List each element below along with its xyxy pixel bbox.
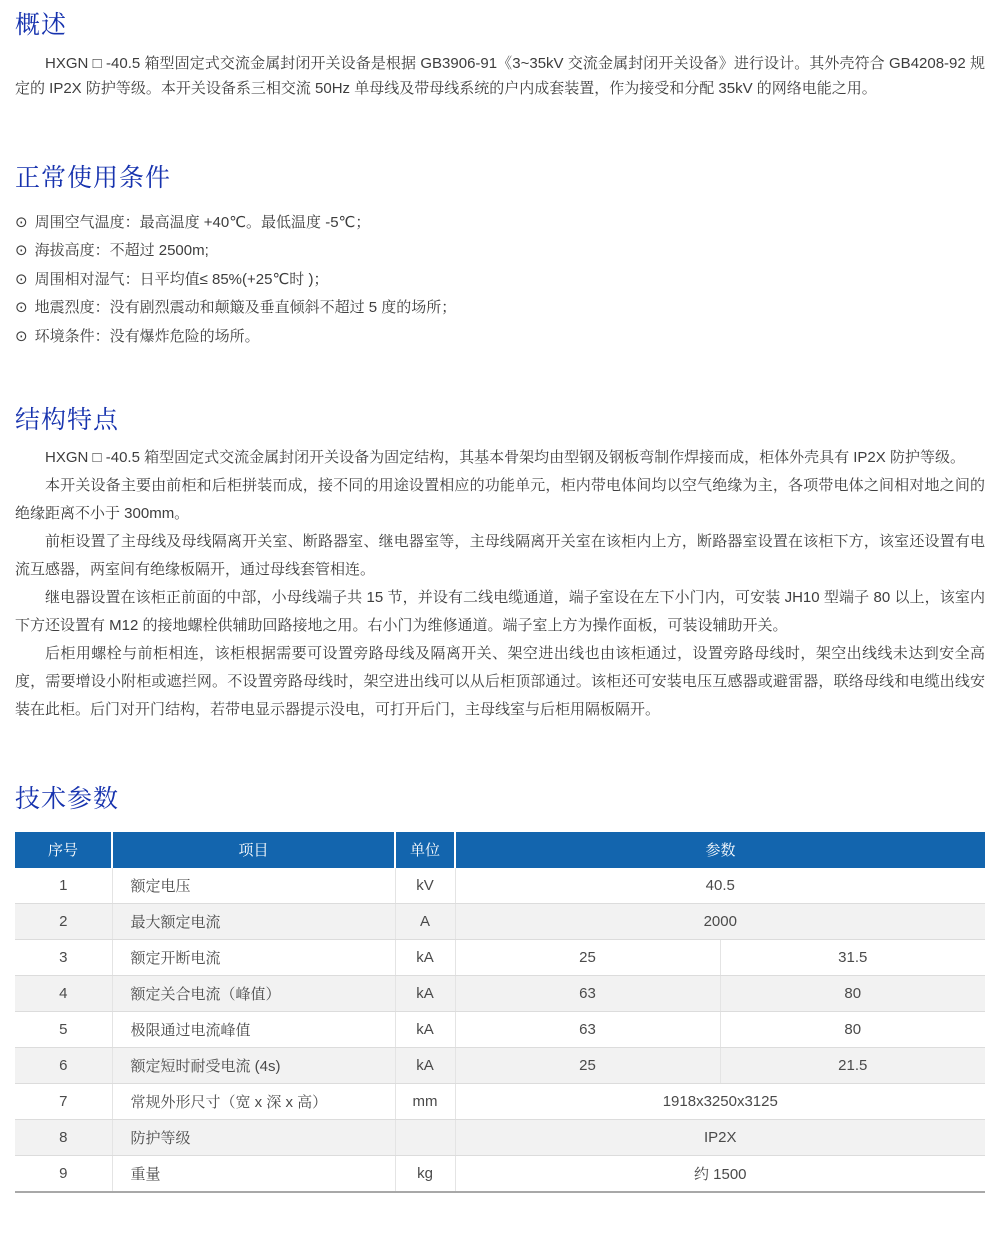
cell-no: 8 bbox=[15, 1120, 112, 1156]
column-header-no: 序号 bbox=[15, 832, 112, 868]
table-row bbox=[15, 1012, 985, 1048]
condition-item-text: 周围空气温度：最高温度 +40℃。最低温度 -5℃； bbox=[34, 213, 371, 231]
section-tech bbox=[15, 784, 985, 1192]
table-row bbox=[15, 976, 985, 1012]
cell-item: 防护等级 bbox=[112, 1120, 395, 1156]
circled-dot-bullet-icon: ⊙ bbox=[15, 299, 28, 316]
table-row bbox=[15, 940, 985, 976]
conditions-list bbox=[15, 209, 985, 352]
section-title-overview: 概述 bbox=[15, 11, 68, 39]
cell-param: IP2X bbox=[455, 1120, 985, 1156]
cell-no: 2 bbox=[15, 904, 112, 940]
cell-param: 1918x3250x3125 bbox=[455, 1084, 985, 1120]
condition-item bbox=[15, 237, 985, 266]
condition-item bbox=[15, 266, 985, 295]
cell-item: 最大额定电流 bbox=[112, 904, 395, 940]
cell-no: 1 bbox=[15, 868, 112, 904]
table-row bbox=[15, 868, 985, 904]
section-overview bbox=[15, 10, 985, 101]
cell-param-b: 31.5 bbox=[720, 940, 985, 976]
structure-paragraphs bbox=[15, 444, 985, 724]
section-conditions bbox=[15, 163, 985, 351]
cell-item: 额定开断电流 bbox=[112, 940, 395, 976]
cell-param-a: 25 bbox=[455, 1048, 720, 1084]
cell-param-a: 25 bbox=[455, 940, 720, 976]
cell-no: 5 bbox=[15, 1012, 112, 1048]
cell-unit: kA bbox=[395, 976, 455, 1012]
cell-no: 6 bbox=[15, 1048, 112, 1084]
overview-paragraphs bbox=[15, 51, 985, 101]
column-header-item: 项目 bbox=[112, 832, 395, 868]
condition-item-text: 地震烈度：没有剧烈震动和颠簸及垂直倾斜不超过 5 度的场所； bbox=[34, 299, 457, 316]
table-row bbox=[15, 1084, 985, 1120]
cell-param-a: 63 bbox=[455, 1012, 720, 1048]
cell-param: 40.5 bbox=[455, 868, 985, 904]
condition-item bbox=[15, 294, 985, 323]
cell-no: 3 bbox=[15, 940, 112, 976]
structure-paragraph: 后柜用螺栓与前柜相连，该柜根据需要可设置旁路母线及隔离开关、架空进出线也由该柜通过，设置旁路母线时，架空出线线未达到安全高度，需要增设小附柜或遮拦网。不设置旁路母线时，架空进出线可以从后柜顶部通过。该柜还可安装电压互感器或避雷器，联络母线和电缆出线安装在此柜。后门对开门结构，若带电显示器提示没电，可打开后门，主母线室与后柜用隔板隔开。 bbox=[15, 645, 985, 719]
structure-paragraph: 前柜设置了主母线及母线隔离开关室、断路器室、继电器室等，主母线隔离开关室在该柜内上方，断路器室设置在该柜下方，该室还设置有电流互感器，两室间有绝缘板隔开，通过母线套管相连。 bbox=[15, 533, 985, 579]
cell-item: 额定短时耐受电流 (4s) bbox=[112, 1048, 395, 1084]
table-row bbox=[15, 1120, 985, 1156]
condition-item-text: 海拔高度：不超过 2500m; bbox=[34, 242, 209, 259]
column-header-param: 参数 bbox=[455, 832, 985, 868]
structure-paragraph: 继电器设置在该柜正前面的中部，小母线端子共 15 节，并设有二线电缆通道，端子室设在左下小门内，可安装 JH10 型端子 80 以上，该室内下方还设置有 M12 的接地螺栓供辅助回路接地之用。右小门为维修通道。端子室上方为操作面板，可装设辅助开关。 bbox=[15, 589, 985, 635]
cell-unit: mm bbox=[395, 1084, 455, 1120]
cell-unit: kA bbox=[395, 1012, 455, 1048]
section-title-structure: 结构特点 bbox=[15, 406, 120, 434]
tech-parameters-table bbox=[15, 832, 985, 1193]
cell-no: 9 bbox=[15, 1156, 112, 1192]
section-title-conditions: 正常使用条件 bbox=[15, 164, 172, 193]
cell-param-a: 63 bbox=[455, 976, 720, 1012]
section-structure bbox=[15, 405, 985, 724]
cell-unit: kA bbox=[395, 940, 455, 976]
structure-paragraph: 本开关设备主要由前柜和后柜拼装而成，接不同的用途设置相应的功能单元，柜内带电体间均以空气绝缘为主，各项带电体之间相对地之间的绝缘距离不小于 300mm。 bbox=[15, 477, 985, 523]
table-row bbox=[15, 1156, 985, 1192]
cell-no: 4 bbox=[15, 976, 112, 1012]
table-row bbox=[15, 904, 985, 940]
cell-item: 额定电压 bbox=[112, 868, 395, 904]
condition-item bbox=[15, 323, 985, 352]
cell-item: 重量 bbox=[112, 1156, 395, 1192]
cell-unit bbox=[395, 1120, 455, 1156]
cell-unit: kV bbox=[395, 868, 455, 904]
cell-item: 常规外形尺寸（宽 x 深 x 高） bbox=[112, 1084, 395, 1120]
cell-unit: A bbox=[395, 904, 455, 940]
condition-item-text: 环境条件：没有爆炸危险的场所。 bbox=[34, 327, 260, 345]
section-title-tech: 技术参数 bbox=[15, 785, 120, 814]
cell-unit: kg bbox=[395, 1156, 455, 1192]
circled-dot-bullet-icon: ⊙ bbox=[15, 270, 28, 288]
condition-item bbox=[15, 209, 985, 238]
cell-param-b: 80 bbox=[720, 1012, 985, 1048]
table-header-row bbox=[15, 832, 985, 868]
cell-param: 约 1500 bbox=[455, 1156, 985, 1192]
cell-item: 极限通过电流峰值 bbox=[112, 1012, 395, 1048]
circled-dot-bullet-icon: ⊙ bbox=[15, 242, 28, 259]
condition-item-text: 周围相对湿气：日平均值≤ 85%(+25℃时 )； bbox=[34, 270, 329, 288]
cell-param-b: 21.5 bbox=[720, 1048, 985, 1084]
cell-param-b: 80 bbox=[720, 976, 985, 1012]
cell-item: 额定关合电流（峰值） bbox=[112, 976, 395, 1012]
cell-param: 2000 bbox=[455, 904, 985, 940]
overview-paragraph: HXGN □ -40.5 箱型固定式交流金属封闭开关设备是根据 GB3906-91《3~35kV 交流金属封闭开关设备》进行设计。其外壳符合 GB4208-92 规定的 IP2X 防护等级。本开关设备系三相交流 50Hz 单母线及带母线系统的户内成套装置，作为接受和分配 35kV 的网络电能之用。 bbox=[15, 55, 985, 98]
table-row bbox=[15, 1048, 985, 1084]
circled-dot-bullet-icon: ⊙ bbox=[15, 327, 28, 345]
cell-unit: kA bbox=[395, 1048, 455, 1084]
circled-dot-bullet-icon: ⊙ bbox=[15, 213, 28, 231]
cell-no: 7 bbox=[15, 1084, 112, 1120]
column-header-unit: 单位 bbox=[395, 832, 455, 868]
structure-paragraph: HXGN □ -40.5 箱型固定式交流金属封闭开关设备为固定结构，其基本骨架均由型钢及钢板弯制作焊接而成，柜体外壳具有 IP2X 防护等级。 bbox=[45, 449, 965, 467]
